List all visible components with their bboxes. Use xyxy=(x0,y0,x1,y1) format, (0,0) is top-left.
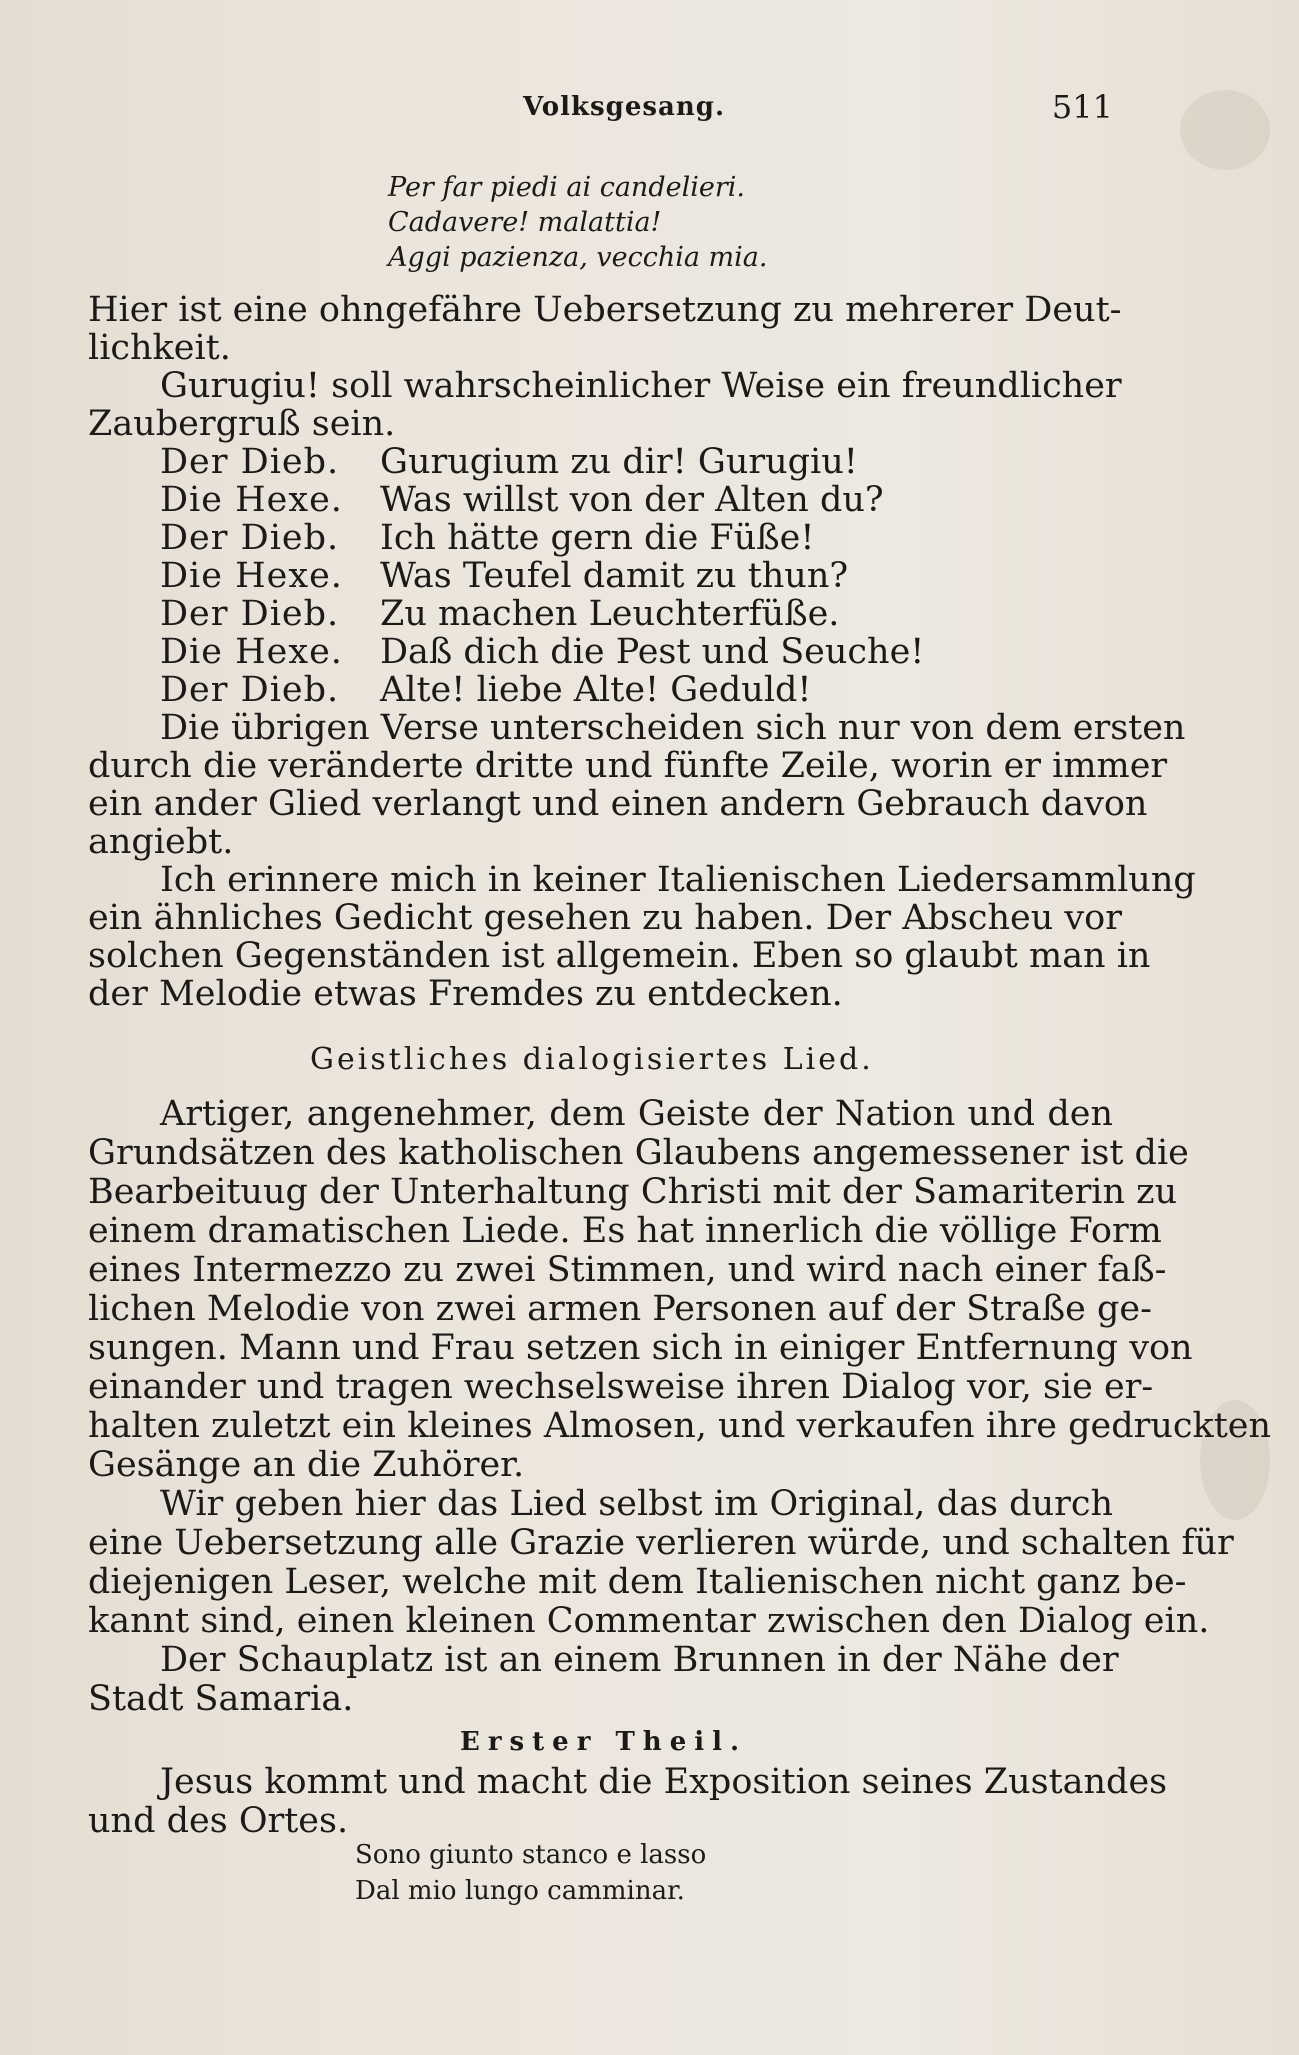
text-line: Zaubergruß sein. xyxy=(88,404,396,444)
dialogue-line xyxy=(160,480,884,520)
text-line: Gesänge an die Zuhörer. xyxy=(88,1445,525,1485)
verse-line: Cadavere! malattia! xyxy=(388,207,662,238)
text-line: Grundsätzen des katholischen Glaubens angemessener ist die xyxy=(88,1133,1189,1173)
text-line: Hier ist eine ohngefähre Uebersetzung zu mehrerer Deut- xyxy=(88,290,1122,330)
paper-stain xyxy=(1180,90,1270,170)
speaker: Der Dieb. xyxy=(160,594,340,634)
dialogue-text: Ich hätte gern die Füße! xyxy=(380,518,815,558)
text-line: halten zuletzt ein kleines Almosen, und verkaufen ihre gedruckten xyxy=(88,1406,1272,1446)
dialogue-text: Daß dich die Pest und Seuche! xyxy=(380,632,925,672)
text-line: kannt sind, einen kleinen Commentar zwischen den Dialog ein. xyxy=(88,1601,1210,1641)
text-line: Ich erinnere mich in keiner Italienischen Liedersammlung xyxy=(160,860,1196,900)
text-line: solchen Gegenständen ist allgemein. Eben so glaubt man in xyxy=(88,936,1151,976)
speaker: Der Dieb. xyxy=(160,670,340,710)
dialogue-text: Was Teufel damit zu thun? xyxy=(380,556,849,596)
text-line: Stadt Samaria. xyxy=(88,1679,354,1719)
verse-line: Per far piedi ai candelieri. xyxy=(388,172,745,203)
text-line: durch die veränderte dritte und fünfte Zeile, worin er immer xyxy=(88,746,1168,786)
dialogue-line xyxy=(160,594,839,634)
text-line: Artiger, angenehmer, dem Geiste der Nation und den xyxy=(160,1094,1113,1134)
text-line: diejenigen Leser, welche mit dem Italienischen nicht ganz be- xyxy=(88,1562,1187,1602)
text-line: der Melodie etwas Fremdes zu entdecken. xyxy=(88,974,843,1014)
text-line: einander und tragen wechselsweise ihren Dialog vor, sie er- xyxy=(88,1367,1154,1407)
speaker: Die Hexe. xyxy=(160,480,343,520)
dialogue-line xyxy=(160,518,814,558)
dialogue-text: Gurugium zu dir! Gurugiu! xyxy=(380,442,858,482)
page-number: 511 xyxy=(1051,88,1113,126)
text-line: ein ähnliches Gedicht gesehen zu haben. Der Abscheu vor xyxy=(88,898,1122,938)
dialogue-line xyxy=(160,670,812,710)
part-heading: Erster Theil. xyxy=(460,1727,748,1757)
speaker: Die Hexe. xyxy=(160,556,343,596)
verse-line: Sono giunto stanco e lasso xyxy=(355,1840,707,1870)
running-title: Volksgesang. xyxy=(523,92,725,122)
text-line: Jesus kommt und macht die Exposition seines Zustandes xyxy=(160,1762,1168,1802)
text-line: eines Intermezzo zu zwei Stimmen, und wird nach einer faß- xyxy=(88,1250,1167,1290)
text-line: angiebt. xyxy=(88,822,234,862)
text-line: ein ander Glied verlangt und einen andern Gebrauch davon xyxy=(88,784,1148,824)
text-line: eine Uebersetzung alle Grazie verlieren würde, und schalten für xyxy=(88,1523,1234,1563)
text-line: Wir geben hier das Lied selbst im Original, das durch xyxy=(160,1484,1113,1524)
dialogue-line xyxy=(160,556,848,596)
section-heading: Geistliches dialogisiertes Lied. xyxy=(310,1042,874,1077)
text-line: Bearbeituug der Unterhaltung Christi mit der Samariterin zu xyxy=(88,1172,1178,1212)
dialogue-text: Zu machen Leuchterfüße. xyxy=(380,594,840,634)
text-line: lichen Melodie von zwei armen Personen auf der Straße ge- xyxy=(88,1289,1152,1329)
text-line: Die übrigen Verse unterscheiden sich nur von dem ersten xyxy=(160,708,1186,748)
speaker: Der Dieb. xyxy=(160,518,340,558)
page-header xyxy=(88,88,1113,130)
speaker: Der Dieb. xyxy=(160,442,340,482)
verse-line: Aggi pazienza, vecchia mia. xyxy=(388,242,768,273)
text-line: Gurugiu! soll wahrscheinlicher Weise ein freundlicher xyxy=(160,366,1122,406)
text-line: lichkeit. xyxy=(88,328,231,368)
speaker: Die Hexe. xyxy=(160,632,343,672)
verse-line: Dal mio lungo camminar. xyxy=(355,1876,685,1906)
dialogue-line xyxy=(160,632,924,672)
dialogue-text: Was willst von der Alten du? xyxy=(380,480,884,520)
text-line: sungen. Mann und Frau setzen sich in einiger Entfernung von xyxy=(88,1328,1193,1368)
text-line: einem dramatischen Liede. Es hat innerlich die völlige Form xyxy=(88,1211,1162,1251)
text-line: und des Ortes. xyxy=(88,1801,349,1841)
dialogue-text: Alte! liebe Alte! Geduld! xyxy=(380,670,812,710)
dialogue-line xyxy=(160,442,858,482)
text-line: Der Schauplatz ist an einem Brunnen in der Nähe der xyxy=(160,1640,1119,1680)
